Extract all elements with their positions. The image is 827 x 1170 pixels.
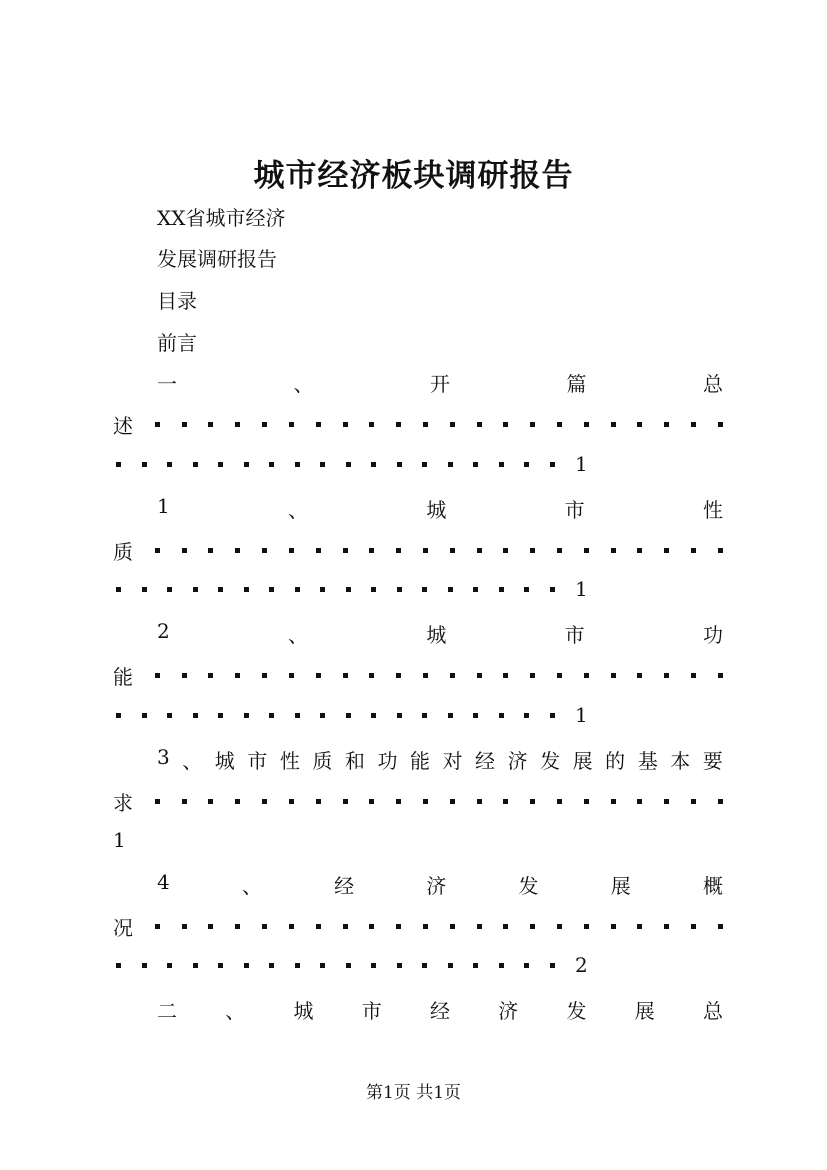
leader-dot xyxy=(499,713,504,718)
leader-dot xyxy=(269,462,274,467)
leader-dot xyxy=(524,587,529,592)
toc-char: 市 xyxy=(361,999,382,1023)
leader-dot xyxy=(397,963,402,968)
toc-char: 展 xyxy=(572,749,593,773)
toc-char: 经 xyxy=(430,999,450,1023)
leader-dot xyxy=(450,548,455,553)
leader-dot xyxy=(530,548,535,553)
leader-dot xyxy=(208,422,213,427)
leader-dot xyxy=(637,673,642,678)
toc-tail: 述 xyxy=(113,414,133,438)
leader-dot xyxy=(396,422,401,427)
leader-dot xyxy=(182,924,187,929)
leader-dot xyxy=(530,924,535,929)
leader-dot xyxy=(193,963,198,968)
leader-dot xyxy=(295,963,300,968)
leader-dot xyxy=(343,422,348,427)
leader-dot xyxy=(116,713,121,718)
leader-dot xyxy=(524,713,529,718)
leader-dot xyxy=(499,587,504,592)
toc-heading: 目录 xyxy=(157,289,197,313)
leader-dot xyxy=(718,924,723,929)
toc-char: 2 xyxy=(157,619,170,643)
leader-dot xyxy=(637,422,642,427)
toc-char: 城 xyxy=(293,999,314,1023)
leader-dot xyxy=(369,924,374,929)
toc-char: 市 xyxy=(564,498,585,522)
leader-dot xyxy=(396,799,401,804)
leader-dot xyxy=(182,799,187,804)
leader-dot xyxy=(369,673,374,678)
leader-dot xyxy=(499,963,504,968)
leader-dot xyxy=(664,548,669,553)
leader-dot xyxy=(155,673,160,678)
leader-dot xyxy=(448,963,453,968)
toc-char: 功 xyxy=(377,749,398,773)
leader-dot xyxy=(611,548,616,553)
leader-dot xyxy=(423,422,428,427)
toc-char: 城 xyxy=(214,749,235,773)
leader-dot xyxy=(550,963,555,968)
leader-dot xyxy=(316,924,321,929)
toc-entry-2-leader xyxy=(113,536,723,565)
leader-dot xyxy=(235,924,240,929)
leader-dot xyxy=(422,587,427,592)
leader-dot xyxy=(530,673,535,678)
leader-dot xyxy=(116,587,121,592)
toc-char: 发 xyxy=(540,749,561,773)
toc-char: 性 xyxy=(279,749,300,773)
leader-dot xyxy=(316,422,321,427)
leader-dot xyxy=(530,799,535,804)
leader-dot xyxy=(316,799,321,804)
leader-dot xyxy=(235,799,240,804)
toc-char: 3 xyxy=(157,745,170,769)
leader-dot xyxy=(235,548,240,553)
toc-char: 、 xyxy=(288,498,309,522)
leader-dot xyxy=(584,673,589,678)
toc-char: 展 xyxy=(634,999,655,1023)
leader-dot xyxy=(691,673,696,678)
toc-tail: 况 xyxy=(113,916,133,940)
leader-dot xyxy=(611,924,616,929)
leader-dot xyxy=(371,587,376,592)
leader-dot xyxy=(473,963,478,968)
leader-dot xyxy=(473,462,478,467)
toc-char: 展 xyxy=(610,874,631,898)
toc-char: 发 xyxy=(566,999,587,1023)
leader-dot xyxy=(269,713,274,718)
leader-dot xyxy=(244,963,249,968)
preface-entry: 前言 xyxy=(157,331,197,355)
leader-dot xyxy=(343,673,348,678)
toc-char: 经 xyxy=(334,874,355,898)
leader-dot xyxy=(343,548,348,553)
leader-dot xyxy=(637,924,642,929)
page-title: 城市经济板块调研报告 xyxy=(253,158,574,194)
toc-entry-6-lead xyxy=(157,995,723,1024)
page-number: 2 xyxy=(575,953,588,977)
toc-char: 概 xyxy=(702,874,723,898)
page-number: 1 xyxy=(575,452,588,476)
leader-dot xyxy=(142,462,147,467)
toc-char: 、 xyxy=(293,372,314,396)
leader-dot xyxy=(320,963,325,968)
leader-dot xyxy=(295,587,300,592)
toc-char: 经 xyxy=(475,749,496,773)
leader-dot xyxy=(448,587,453,592)
leader-dot xyxy=(155,422,160,427)
leader-dot xyxy=(718,799,723,804)
leader-dot xyxy=(637,799,642,804)
leader-dot xyxy=(289,673,294,678)
toc-char: 一 xyxy=(157,372,177,396)
leader-dot xyxy=(584,422,589,427)
toc-char: 和 xyxy=(344,749,365,773)
leader-dot xyxy=(557,548,562,553)
leader-dot xyxy=(155,548,160,553)
leader-dot xyxy=(269,963,274,968)
toc-char: 开 xyxy=(430,372,450,396)
toc-char: 质 xyxy=(312,749,333,773)
leader-dot xyxy=(289,799,294,804)
leader-dot xyxy=(155,799,160,804)
leader-dot xyxy=(718,422,723,427)
toc-entry-3-leader xyxy=(113,661,723,690)
leader-dot xyxy=(193,713,198,718)
toc-char: 的 xyxy=(605,749,626,773)
leader-dot xyxy=(208,673,213,678)
leader-dot xyxy=(167,462,172,467)
leader-dot xyxy=(477,673,482,678)
leader-dot xyxy=(289,924,294,929)
leader-dot xyxy=(208,924,213,929)
toc-entry-5-lead xyxy=(157,870,723,899)
leader-dot xyxy=(530,422,535,427)
leader-dot xyxy=(450,924,455,929)
leader-dot xyxy=(477,422,482,427)
leader-dot xyxy=(557,422,562,427)
toc-char: 济 xyxy=(426,874,447,898)
page-number: 1 xyxy=(575,577,588,601)
leader-dot xyxy=(218,963,223,968)
leader-dot xyxy=(208,548,213,553)
leader-dot xyxy=(182,673,187,678)
leader-dot xyxy=(637,548,642,553)
toc-entry-3-leader-cont xyxy=(116,703,588,727)
leader-dot xyxy=(320,587,325,592)
leader-dot xyxy=(371,963,376,968)
leader-dot xyxy=(664,799,669,804)
leader-dot xyxy=(691,548,696,553)
leader-dot xyxy=(422,963,427,968)
leader-dot xyxy=(320,713,325,718)
leader-dot xyxy=(396,548,401,553)
leader-dot xyxy=(557,673,562,678)
toc-entry-2-lead xyxy=(157,494,723,523)
leader-dot xyxy=(397,713,402,718)
leader-dot xyxy=(346,587,351,592)
leader-dot xyxy=(503,673,508,678)
leader-dot xyxy=(584,924,589,929)
leader-dot xyxy=(473,713,478,718)
toc-char: 二 xyxy=(157,999,177,1023)
leader-dot xyxy=(262,673,267,678)
toc-char: 1 xyxy=(157,494,170,518)
leader-dot xyxy=(691,799,696,804)
toc-char: 本 xyxy=(670,749,691,773)
leader-dot xyxy=(664,673,669,678)
toc-char: 总 xyxy=(703,999,723,1023)
toc-entry-4-leader xyxy=(113,787,723,816)
leader-dot xyxy=(346,462,351,467)
leader-dot xyxy=(718,673,723,678)
leader-dot xyxy=(262,799,267,804)
leader-dot xyxy=(167,963,172,968)
leader-dot xyxy=(611,799,616,804)
toc-char: 济 xyxy=(498,999,519,1023)
toc-char: 济 xyxy=(507,749,528,773)
leader-dot xyxy=(142,587,147,592)
leader-dot xyxy=(550,713,555,718)
toc-tail: 能 xyxy=(113,665,133,689)
leader-dot xyxy=(167,713,172,718)
leader-dot xyxy=(503,924,508,929)
leader-dot xyxy=(423,924,428,929)
toc-entry-5-leader-cont xyxy=(116,953,588,977)
leader-dot xyxy=(182,422,187,427)
leader-dot xyxy=(371,713,376,718)
leader-dot xyxy=(262,924,267,929)
toc-char: 4 xyxy=(157,870,170,894)
leader-dot xyxy=(235,673,240,678)
toc-entry-2-leader-cont xyxy=(116,577,588,601)
leader-dot xyxy=(499,462,504,467)
leader-dot xyxy=(557,924,562,929)
subtitle-line-2: 发展调研报告 xyxy=(157,247,277,271)
toc-char: 要 xyxy=(702,749,723,773)
toc-char: 、 xyxy=(182,749,203,773)
leader-dot xyxy=(262,548,267,553)
leader-dot xyxy=(369,799,374,804)
toc-entry-5-leader xyxy=(113,912,723,941)
toc-char: 、 xyxy=(225,999,246,1023)
toc-entry-1-leader xyxy=(113,410,723,439)
leader-dot xyxy=(718,548,723,553)
leader-dot xyxy=(316,548,321,553)
leader-dot xyxy=(269,587,274,592)
leader-dot xyxy=(423,548,428,553)
leader-dot xyxy=(450,799,455,804)
leader-dot xyxy=(422,462,427,467)
leader-dot xyxy=(193,462,198,467)
leader-dot xyxy=(346,713,351,718)
leader-dot xyxy=(423,673,428,678)
leader-dot xyxy=(557,799,562,804)
leader-dot xyxy=(116,963,121,968)
page-number: 1 xyxy=(113,828,126,852)
leader-dot xyxy=(155,924,160,929)
leader-dot xyxy=(262,422,267,427)
leader-dot xyxy=(503,799,508,804)
leader-dot xyxy=(550,462,555,467)
leader-dot xyxy=(450,422,455,427)
leader-dot xyxy=(450,673,455,678)
leader-dot xyxy=(244,713,249,718)
leader-dot xyxy=(664,422,669,427)
leader-dot xyxy=(218,587,223,592)
leader-dot xyxy=(396,673,401,678)
toc-entry-1-leader-cont xyxy=(116,452,588,476)
toc-entry-1-lead xyxy=(157,368,723,397)
leader-dot xyxy=(244,587,249,592)
leader-dot xyxy=(142,963,147,968)
leader-dot xyxy=(611,673,616,678)
leader-dot xyxy=(142,713,147,718)
leader-dot xyxy=(422,713,427,718)
leader-dot xyxy=(289,548,294,553)
toc-entry-4-lead xyxy=(157,745,723,774)
leader-dot xyxy=(167,587,172,592)
leader-dot xyxy=(369,548,374,553)
leader-dot xyxy=(664,924,669,929)
leader-dot xyxy=(346,963,351,968)
leader-dot xyxy=(524,963,529,968)
leader-dot xyxy=(691,924,696,929)
leader-dot xyxy=(448,713,453,718)
leader-dot xyxy=(550,587,555,592)
leader-dot xyxy=(473,587,478,592)
leader-dot xyxy=(397,587,402,592)
leader-dot xyxy=(584,548,589,553)
toc-char: 市 xyxy=(564,623,585,647)
toc-char: 总 xyxy=(703,372,723,396)
toc-char: 、 xyxy=(241,874,262,898)
leader-dot xyxy=(208,799,213,804)
leader-dot xyxy=(524,462,529,467)
leader-dot xyxy=(584,799,589,804)
leader-dot xyxy=(397,462,402,467)
toc-char: 市 xyxy=(247,749,268,773)
leader-dot xyxy=(182,548,187,553)
leader-dot xyxy=(611,422,616,427)
leader-dot xyxy=(503,422,508,427)
leader-dot xyxy=(477,799,482,804)
subtitle-line-1: XX省城市经济 xyxy=(157,206,286,230)
leader-dot xyxy=(396,924,401,929)
leader-dot xyxy=(369,422,374,427)
leader-dot xyxy=(316,673,321,678)
toc-char: 、 xyxy=(288,623,309,647)
toc-char: 城 xyxy=(426,498,447,522)
leader-dot xyxy=(193,587,198,592)
leader-dot xyxy=(423,799,428,804)
leader-dot xyxy=(295,462,300,467)
leader-dot xyxy=(503,548,508,553)
leader-dot xyxy=(343,924,348,929)
toc-char: 篇 xyxy=(566,372,587,396)
toc-char: 性 xyxy=(702,498,723,522)
leader-dot xyxy=(477,924,482,929)
leader-dot xyxy=(320,462,325,467)
leader-dot xyxy=(289,422,294,427)
leader-dot xyxy=(343,799,348,804)
leader-dot xyxy=(218,462,223,467)
leader-dot xyxy=(244,462,249,467)
toc-char: 能 xyxy=(409,749,430,773)
toc-tail: 质 xyxy=(113,540,133,564)
toc-char: 城 xyxy=(426,623,447,647)
leader-dot xyxy=(218,713,223,718)
toc-char: 功 xyxy=(702,623,723,647)
toc-char: 对 xyxy=(442,749,463,773)
page-footer: 第1页 共1页 xyxy=(365,1083,462,1103)
toc-entry-3-lead xyxy=(157,619,723,648)
leader-dot xyxy=(691,422,696,427)
toc-char: 发 xyxy=(518,874,539,898)
leader-dot xyxy=(477,548,482,553)
toc-tail: 求 xyxy=(113,791,133,815)
leader-dot xyxy=(448,462,453,467)
toc-char: 基 xyxy=(637,749,658,773)
leader-dot xyxy=(295,713,300,718)
leader-dot xyxy=(235,422,240,427)
leader-dot xyxy=(371,462,376,467)
page-number: 1 xyxy=(575,703,588,727)
leader-dot xyxy=(116,462,121,467)
